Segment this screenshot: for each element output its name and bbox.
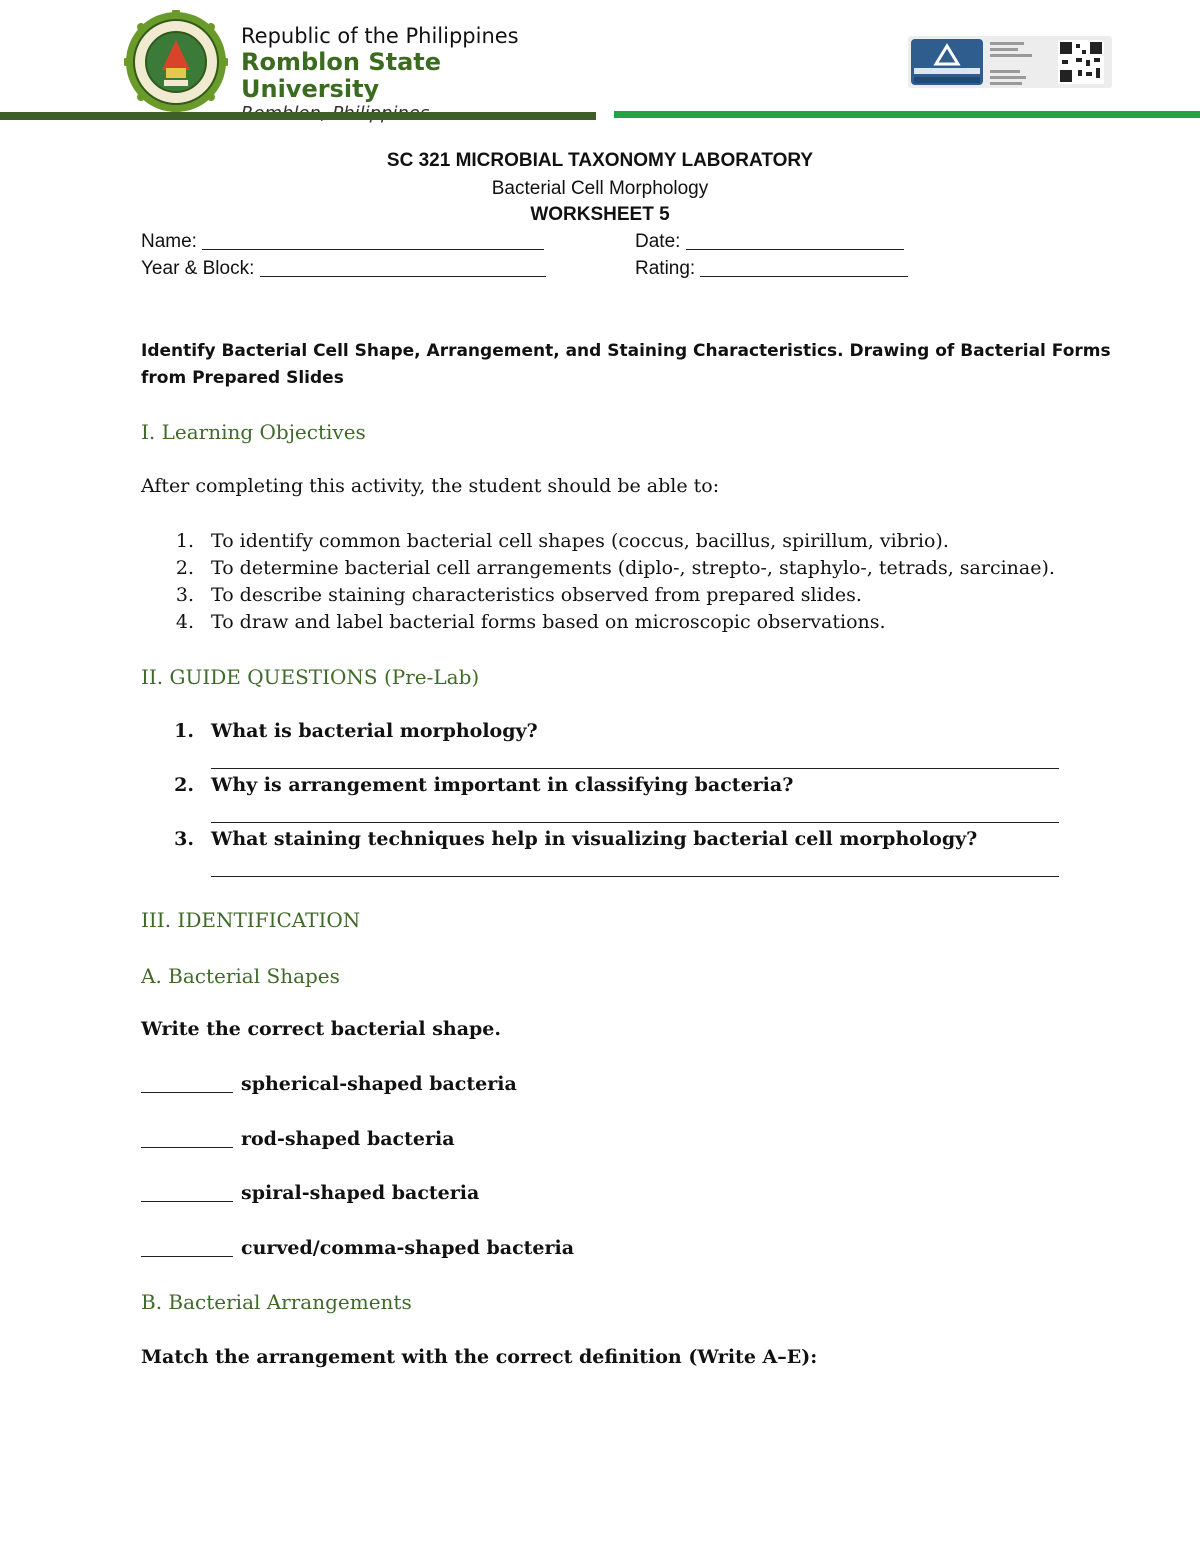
shape-item — [141, 1237, 574, 1259]
objectives-intro: After completing this activity, the student should be able to: — [141, 475, 720, 497]
objective-number: 4. — [175, 611, 194, 633]
objective-item: To determine bacterial cell arrangements (diplo-, strepto-, staphylo-, tetrads, sarcinae). — [211, 557, 1055, 579]
name-label: Name: — [141, 231, 197, 252]
shape-item — [141, 1128, 455, 1150]
shape-item — [141, 1182, 479, 1204]
shapes-instruction: Write the correct bacterial shape. — [141, 1018, 502, 1040]
arrangements-instruction: Match the arrangement with the correct definition (Write A–E): — [141, 1346, 818, 1368]
task-line-2: from Prepared Slides — [141, 368, 344, 388]
objective-number: 2. — [175, 557, 194, 579]
question-number: 3. — [174, 828, 194, 850]
certification-badge — [908, 36, 1112, 88]
question-number: 2. — [174, 774, 194, 796]
answer-line[interactable] — [211, 822, 1059, 823]
objective-item: To describe staining characteristics observed from prepared slides. — [211, 584, 862, 606]
guide-question: Why is arrangement important in classifying bacteria? — [211, 774, 794, 796]
year-block-label: Year & Block: — [141, 258, 255, 279]
shape-item — [141, 1073, 517, 1095]
shape-description: spherical-shaped bacteria — [241, 1073, 517, 1095]
shape-description: spiral-shaped bacteria — [241, 1182, 480, 1204]
objective-item: To draw and label bacterial forms based on microscopic observations. — [211, 611, 886, 633]
shape-description: rod-shaped bacteria — [241, 1128, 455, 1150]
date-label: Date: — [635, 231, 681, 252]
header-divider-right — [614, 111, 1200, 118]
shape-answer-blank[interactable] — [141, 1074, 233, 1093]
objectives-heading: I. Learning Objectives — [141, 420, 366, 444]
guide-question: What is bacterial morphology? — [211, 720, 538, 742]
name-field[interactable] — [141, 231, 544, 253]
header-divider-left — [0, 112, 596, 120]
university-name-line2: University — [241, 75, 380, 103]
objective-item: To identify common bacterial cell shapes (coccus, bacillus, spirillum, vibrio). — [211, 530, 949, 552]
objective-number: 1. — [175, 530, 194, 552]
shape-description: curved/comma-shaped bacteria — [241, 1237, 575, 1259]
course-title: SC 321 MICROBIAL TAXONOMY LABORATORY — [386, 150, 814, 171]
rating-blank[interactable] — [700, 258, 908, 277]
year-block-field[interactable] — [141, 258, 546, 280]
rating-label: Rating: — [635, 258, 696, 279]
shape-answer-blank[interactable] — [141, 1238, 233, 1257]
republic-label: Republic of the Philippines — [241, 24, 519, 48]
date-blank[interactable] — [686, 231, 904, 250]
university-seal — [124, 10, 228, 114]
guide-heading: II. GUIDE QUESTIONS (Pre-Lab) — [141, 665, 480, 689]
date-field[interactable] — [635, 231, 904, 253]
answer-line[interactable] — [211, 876, 1059, 877]
name-blank[interactable] — [202, 231, 544, 250]
university-name-line1: Romblon State — [241, 48, 442, 76]
answer-line[interactable] — [211, 768, 1059, 769]
rating-field[interactable] — [635, 258, 908, 280]
worksheet-number: WORKSHEET 5 — [530, 204, 670, 225]
objective-number: 3. — [175, 584, 194, 606]
identification-heading: III. IDENTIFICATION — [141, 908, 361, 932]
shape-answer-blank[interactable] — [141, 1183, 233, 1202]
worksheet-topic: Bacterial Cell Morphology — [491, 178, 709, 199]
arrangements-heading: B. Bacterial Arrangements — [141, 1290, 412, 1314]
shape-answer-blank[interactable] — [141, 1129, 233, 1148]
guide-question: What staining techniques help in visualizing bacterial cell morphology? — [211, 828, 978, 850]
shapes-heading: A. Bacterial Shapes — [141, 964, 340, 988]
question-number: 1. — [174, 720, 194, 742]
year-block-blank[interactable] — [260, 258, 546, 277]
task-line-1: Identify Bacterial Cell Shape, Arrangement, and Staining Characteristics. Drawing of Bacterial Forms — [141, 341, 1111, 361]
